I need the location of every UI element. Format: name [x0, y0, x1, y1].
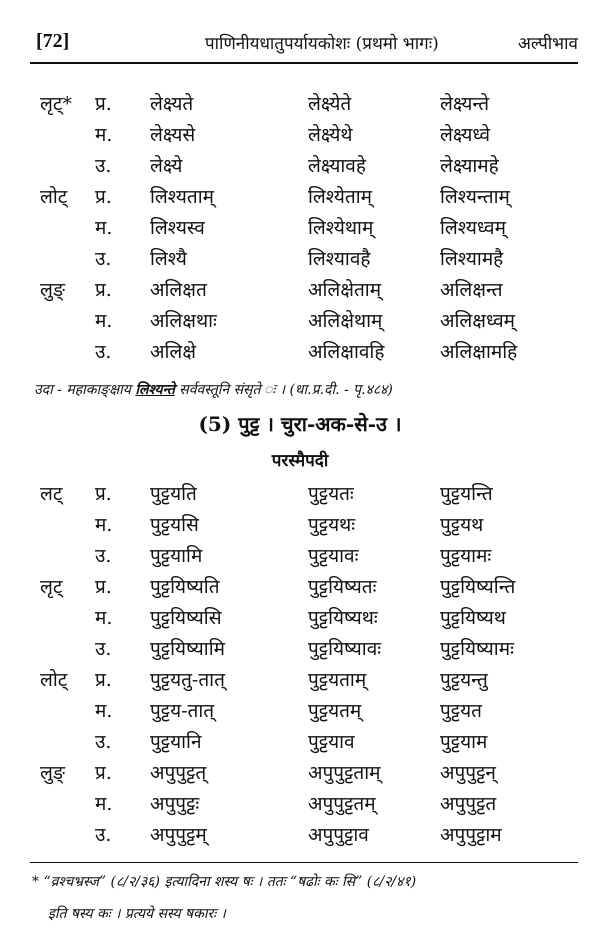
- running-right-title: अल्पीभाव: [517, 34, 578, 54]
- table-row: [0, 695, 600, 727]
- form-singular: लेक्ष्यते: [150, 93, 194, 115]
- form-plural: पुट्टयत: [440, 700, 482, 722]
- form-dual: लिश्यावहै: [308, 248, 371, 270]
- tense-label: लृट्*: [40, 93, 72, 115]
- example-highlight: लिश्यन्ते: [135, 382, 175, 398]
- purusha-label: प्र.: [95, 669, 112, 691]
- purusha-label: उ.: [95, 341, 112, 363]
- form-singular: अपुपुट्टम्: [150, 824, 207, 846]
- purusha-label: प्र.: [95, 483, 112, 505]
- form-dual: लेक्ष्यावहे: [308, 155, 366, 177]
- tense-label: लट्: [40, 483, 63, 505]
- form-dual: पुट्टयतम्: [308, 700, 362, 722]
- table-row: [0, 726, 600, 758]
- table-row: [0, 540, 600, 572]
- form-dual: अलिक्षेथाम्: [308, 310, 383, 332]
- table-row: [0, 602, 600, 634]
- form-dual: पुट्टयिष्यथः: [308, 607, 378, 629]
- purusha-label: प्र.: [95, 93, 112, 115]
- form-dual: पुट्टयावः: [308, 545, 359, 567]
- form-plural: पुट्टयाम: [440, 731, 488, 753]
- form-singular: अलिक्षथाः: [150, 310, 217, 332]
- purusha-label: उ.: [95, 824, 112, 846]
- form-dual: पुट्टयाव: [308, 731, 355, 753]
- form-plural: पुट्टयथ: [440, 514, 484, 536]
- form-singular: पुट्टयिष्यति: [150, 576, 220, 598]
- purusha-label: म.: [95, 124, 113, 146]
- form-singular: अपुपुट्टत्: [150, 762, 207, 784]
- form-dual: पुट्टयथः: [308, 514, 356, 536]
- tense-label: लुङ्: [40, 279, 65, 301]
- form-dual: अलिक्षावहि: [308, 341, 385, 363]
- form-singular: लिश्यस्व: [150, 217, 205, 239]
- form-plural: अपुपुट्टाम: [440, 824, 502, 846]
- form-singular: पुट्टयतु-तात्: [150, 669, 225, 691]
- form-plural: लिश्यन्ताम्: [440, 186, 510, 208]
- footnote-divider: [30, 862, 578, 863]
- form-singular: पुट्टयति: [150, 483, 197, 505]
- table-row: [0, 305, 600, 337]
- form-singular: पुट्टय-तात्: [150, 700, 215, 722]
- form-singular: पुट्टयानि: [150, 731, 202, 753]
- form-singular: लिश्यताम्: [150, 186, 215, 208]
- table-row: [0, 788, 600, 820]
- form-plural: पुट्टयिष्यामः: [440, 638, 514, 660]
- purusha-label: उ.: [95, 155, 112, 177]
- tense-label: लोट्: [40, 669, 68, 691]
- form-singular: पुट्टयामि: [150, 545, 203, 567]
- example-citation: [34, 380, 393, 399]
- table-row: [0, 819, 600, 851]
- purusha-label: म.: [95, 514, 113, 536]
- table-row: [0, 150, 600, 182]
- form-singular: लेक्ष्ये: [150, 155, 183, 177]
- purusha-label: उ.: [95, 638, 112, 660]
- form-dual: अपुपुट्टतम्: [308, 793, 376, 815]
- form-plural: पुट्टयिष्यन्ति: [440, 576, 516, 598]
- table-row: [0, 274, 600, 306]
- table-row: [0, 243, 600, 275]
- purusha-label: उ.: [95, 731, 112, 753]
- form-singular: अपुपुट्टः: [150, 793, 200, 815]
- form-plural: अलिक्षामहि: [440, 341, 518, 363]
- form-plural: अपुपुट्टत: [440, 793, 497, 815]
- table-row: [0, 119, 600, 151]
- form-plural: पुट्टयन्ति: [440, 483, 493, 505]
- form-dual: पुट्टयिष्यतः: [308, 576, 377, 598]
- form-plural: लेक्ष्यध्वे: [440, 124, 491, 146]
- purusha-label: उ.: [95, 545, 112, 567]
- tense-label: लुङ्: [40, 762, 65, 784]
- purusha-label: म.: [95, 217, 113, 239]
- form-plural: लेक्ष्यामहे: [440, 155, 499, 177]
- form-dual: लिश्येताम्: [308, 186, 373, 208]
- table-row: [0, 571, 600, 603]
- form-plural: पुट्टयिष्यथ: [440, 607, 506, 629]
- page-header: [30, 22, 578, 64]
- purusha-label: म.: [95, 310, 113, 332]
- example-suffix: सर्ववस्तूनि संसृते ः । (धा.प्र.दी. - पृ.४८४): [179, 382, 393, 398]
- example-prefix: उदा - महाकाङ्क्षाय: [34, 382, 131, 398]
- form-dual: पुट्टयिष्यावः: [308, 638, 382, 660]
- purusha-label: म.: [95, 700, 113, 722]
- form-singular: पुट्टयसि: [150, 514, 199, 536]
- form-plural: अपुपुट्टन्: [440, 762, 496, 784]
- tense-label: लृट्: [40, 576, 63, 598]
- pada-heading: परस्मैपदी: [271, 451, 329, 471]
- tense-label: लोट्: [40, 186, 68, 208]
- table-row: [0, 181, 600, 213]
- dhatu-heading: (5) पुट्ट । चुरा-अक-से-उ ।: [198, 412, 402, 436]
- purusha-label: प्र.: [95, 762, 112, 784]
- table-row: [0, 478, 600, 510]
- form-dual: पुट्टयतः: [308, 483, 354, 505]
- form-plural: अलिक्षध्वम्: [440, 310, 516, 332]
- purusha-label: म.: [95, 793, 113, 815]
- form-dual: अपुपुट्टाव: [308, 824, 369, 846]
- form-singular: लिश्यै: [150, 248, 187, 270]
- table-row: [0, 757, 600, 789]
- purusha-label: प्र.: [95, 279, 112, 301]
- running-title: पाणिनीयधातुपर्यायकोशः (प्रथमो भागः): [205, 34, 439, 54]
- form-dual: अलिक्षेताम्: [308, 279, 382, 301]
- form-plural: पुट्टयामः: [440, 545, 492, 567]
- table-row: [0, 509, 600, 541]
- form-dual: लेक्ष्येथे: [308, 124, 353, 146]
- form-singular: अलिक्षत: [150, 279, 207, 301]
- purusha-label: प्र.: [95, 186, 112, 208]
- purusha-label: म.: [95, 607, 113, 629]
- table-row: [0, 664, 600, 696]
- form-plural: लिश्यामहै: [440, 248, 504, 270]
- purusha-label: प्र.: [95, 576, 112, 598]
- table-row: [0, 336, 600, 368]
- form-singular: पुट्टयिष्यामि: [150, 638, 225, 660]
- footnote-line-1: * “व्रश्चभ्रस्ज” (८/२/३६) इत्यादिना शस्य षः । ततः “षढोः कः सि” (८/२/४१): [32, 874, 417, 890]
- form-dual: लेक्ष्येते: [308, 93, 352, 115]
- page-number: [72]: [36, 30, 70, 52]
- purusha-label: उ.: [95, 248, 112, 270]
- footnote-line-2: इति षस्य कः । प्रत्यये सस्य षकारः ।: [48, 906, 226, 922]
- table-row: [0, 88, 600, 120]
- form-plural: पुट्टयन्तु: [440, 669, 488, 691]
- form-plural: लेक्ष्यन्ते: [440, 93, 490, 115]
- form-dual: लिश्येथाम्: [308, 217, 374, 239]
- form-dual: पुट्टयताम्: [308, 669, 367, 691]
- form-singular: लेक्ष्यसे: [150, 124, 196, 146]
- form-plural: लिश्यध्वम्: [440, 217, 506, 239]
- form-singular: पुट्टयिष्यसि: [150, 607, 222, 629]
- table-row: [0, 212, 600, 244]
- table-row: [0, 633, 600, 665]
- form-singular: अलिक्षे: [150, 341, 196, 363]
- form-plural: अलिक्षन्त: [440, 279, 503, 301]
- form-dual: अपुपुट्टताम्: [308, 762, 381, 784]
